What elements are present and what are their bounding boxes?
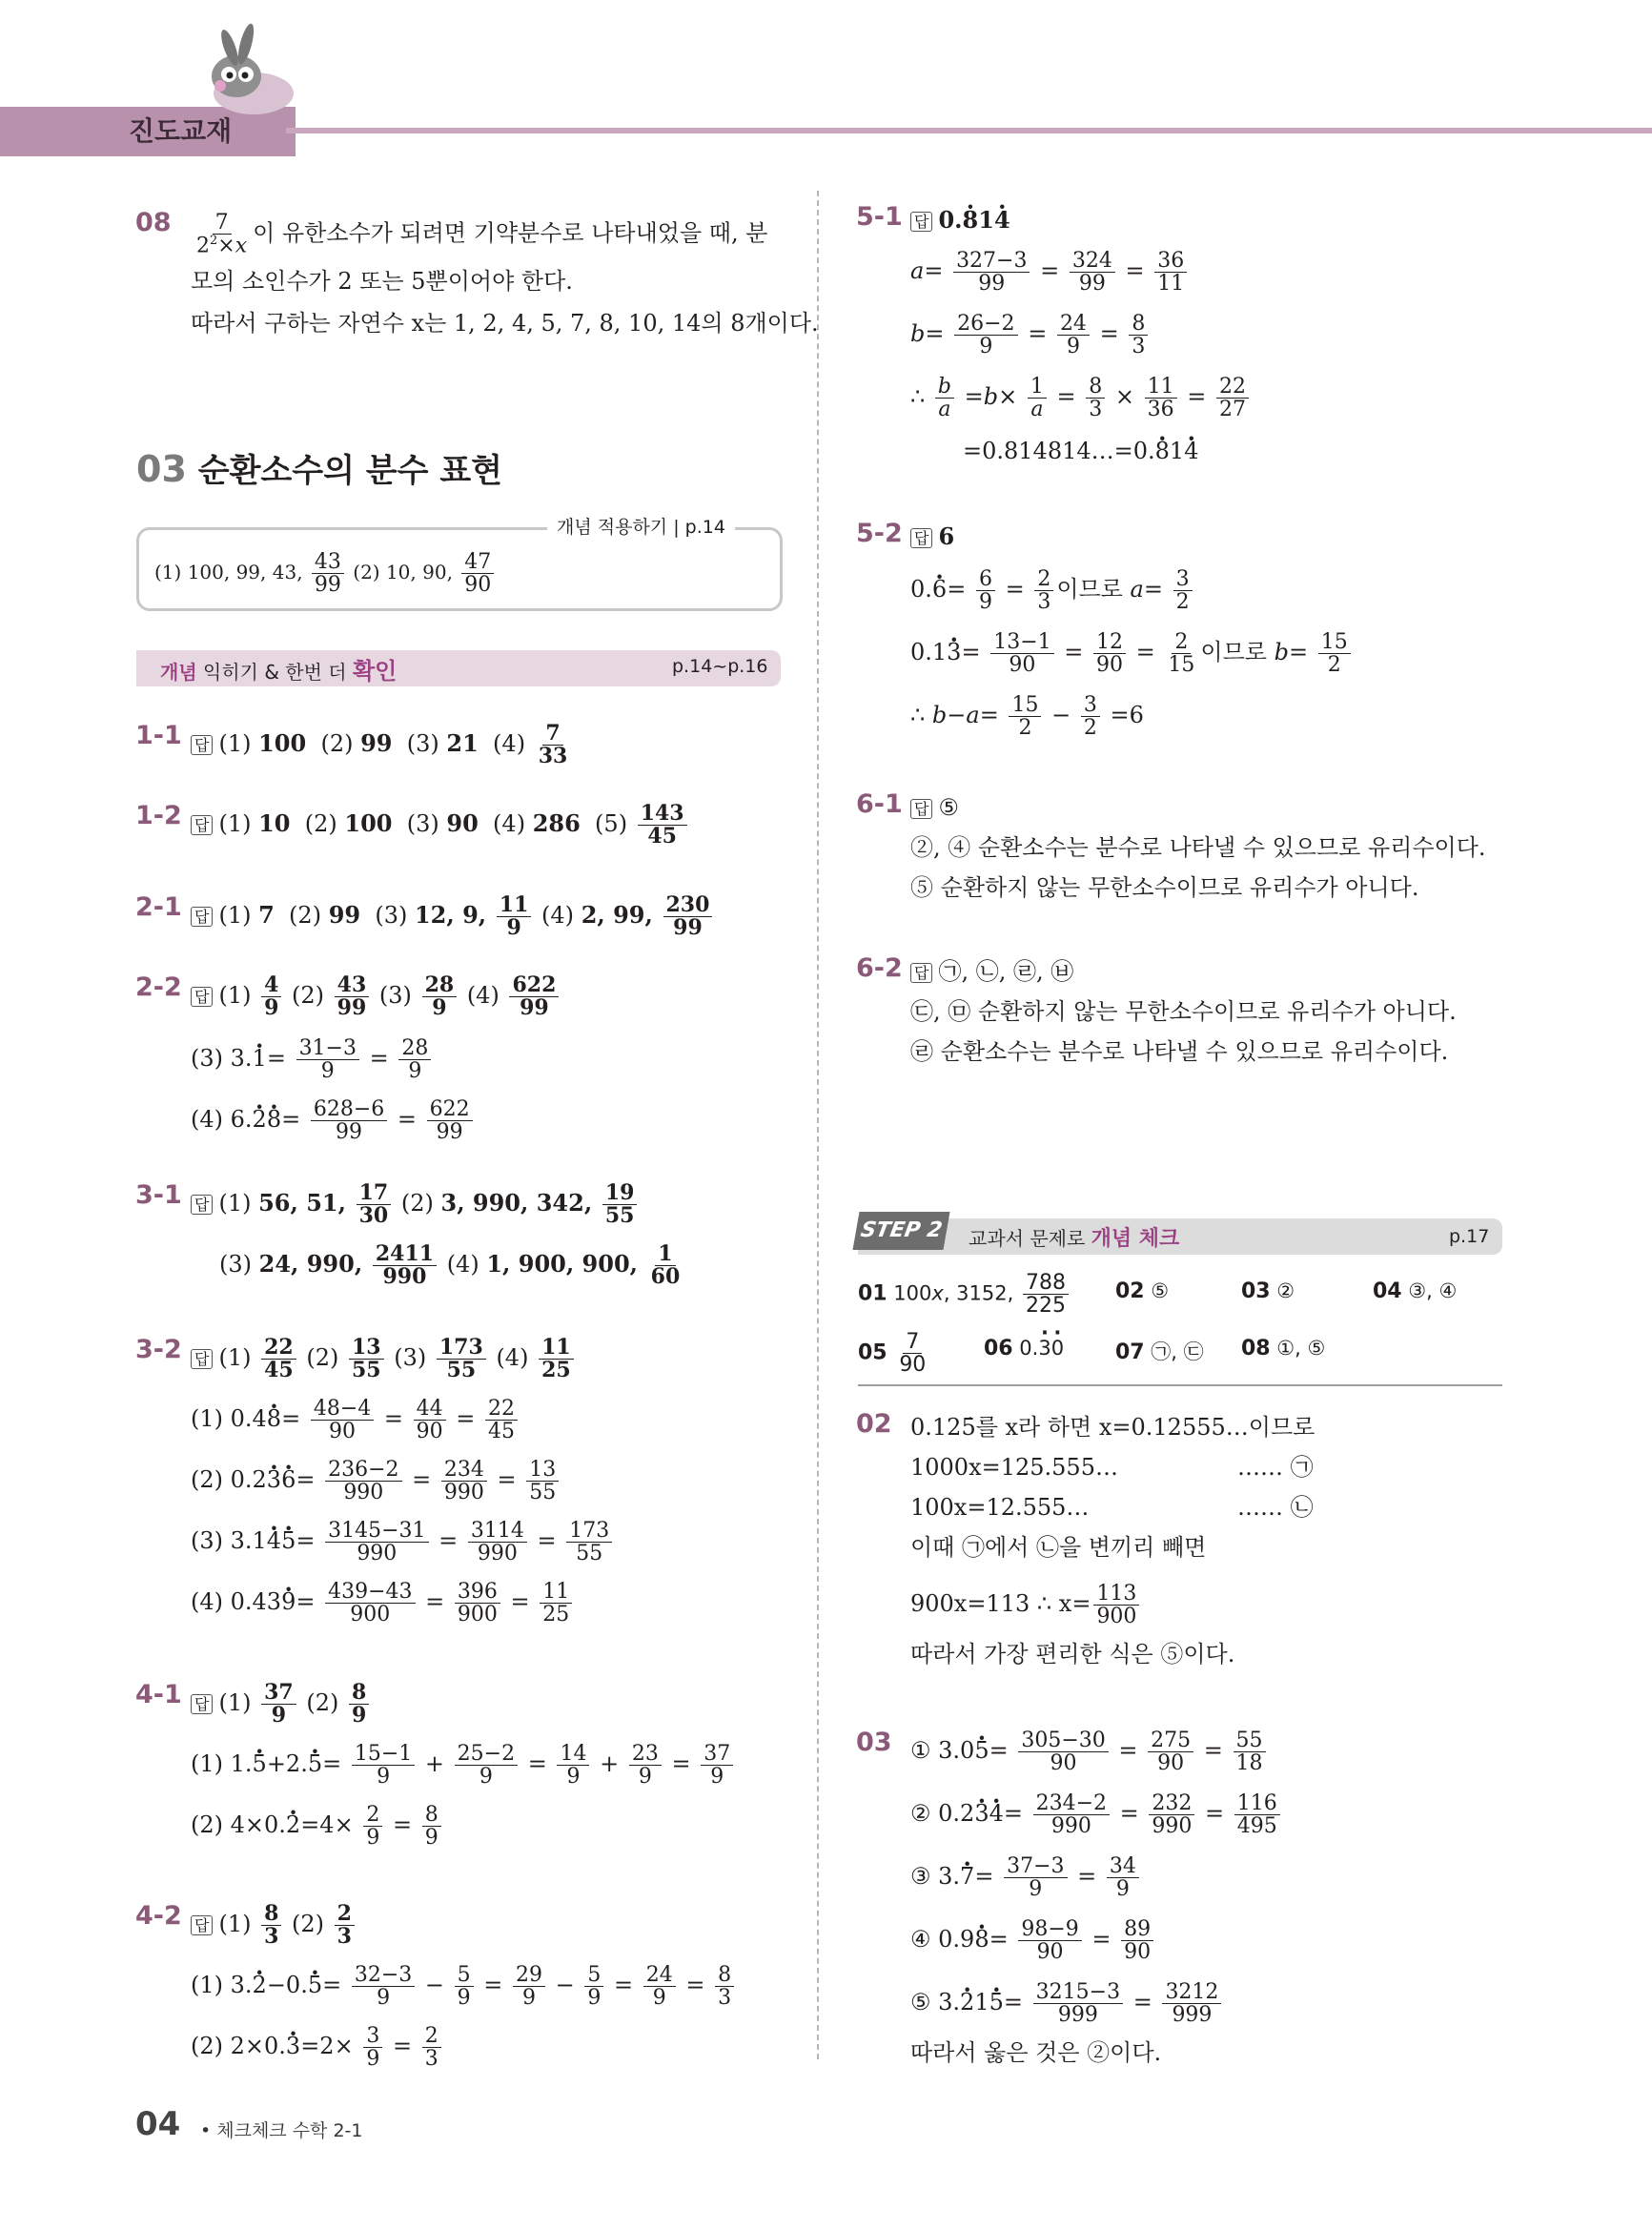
problem-5-1-answer: 답 0.· 81· 4: [910, 204, 1010, 236]
problem-3-1-answer-b: (3) 24, 990, $\frac{2411}{990}$ (4) 1, 900, 900, $\frac{1}{60}$: [219, 1241, 681, 1290]
problem-2-2-work3: (3) 3.· 1= $\frac{31-3}{9}$ = $\frac{28}{9}$: [191, 1037, 434, 1082]
problem-3-2-answer: 답 (1) $\frac{22}{45}$ (2) $\frac{13}{55}$ (3) $\frac{173}{55}$ (4) $\frac{11}{25}$: [191, 1337, 577, 1381]
problem-4-2-number: 4-2: [135, 1901, 182, 1931]
problem-6-2-line1: ㉢, ㉤ 순환하지 않는 무한소수이므로 유리수가 아니다.: [910, 998, 1457, 1025]
problem-4-2-answer: 답 (1) $\frac{8}{3}$ (2) $\frac{2}{3}$: [191, 1903, 357, 1948]
problem-02-line5: 900x=113 ∴ x= $\frac{113}{900}$: [910, 1583, 1142, 1627]
problem-6-1-number: 6-1: [856, 789, 903, 819]
step2-band: [858, 1218, 1502, 1255]
problem-08-line1: $\frac{7}{2^2\times x}$ 이 유한소수가 되려면 기약분수로 나타내었을 때, 분: [196, 211, 768, 258]
problem-3-2-work2: (2) 0.2· 3· 6= $\frac{236-2}{990}$ = $\frac{234}{990}$ = $\frac{13}{55}$: [191, 1459, 561, 1504]
step2-answer-08: 08 ①, ⑤: [1241, 1337, 1326, 1361]
problem-3-1-answer-a: 답 (1) 56, 51, $\frac{17}{30}$ (2) 3, 990, 342, $\frac{19}{55}$: [191, 1182, 640, 1227]
problem-03-conclusion: 따라서 옳은 것은 ②이다.: [910, 2039, 1162, 2066]
problem-02-line2: 1000x=125.555…: [910, 1454, 1118, 1481]
problem-6-2-number: 6-2: [856, 953, 903, 983]
problem-03-choice4: ④ 0.9· 8= $\frac{98-9}{90}$ = $\frac{89}{90}$: [910, 1918, 1156, 1963]
problem-5-1-work-result: =0.814814…=0.· 81· 4: [963, 435, 1198, 467]
problem-03-choice1: ① 3.0· 5= $\frac{305-30}{90}$ = $\frac{275}{90}$ = $\frac{55}{18}$: [910, 1729, 1269, 1774]
step2-answer-02: 02 ⑤: [1115, 1279, 1170, 1303]
concept-box-answer: (1) 100, 99, 43, $\frac{43}{99}$ (2) 10, 90, $\frac{47}{90}$: [154, 551, 497, 596]
step2-answer-04: 04 ③, ④: [1373, 1279, 1458, 1303]
problem-4-1-number: 4-1: [135, 1680, 182, 1709]
problem-5-2-work-result: ∴ b−a= $\frac{15}{2}$ − $\frac{3}{2}$ =6: [910, 693, 1144, 741]
problem-03-choice3: ③ 3.· 7= $\frac{37-3}{9}$ = $\frac{34}{9}$: [910, 1855, 1142, 1900]
step2-answer-03: 03 ②: [1241, 1279, 1295, 1303]
problem-08-number: 08: [135, 208, 172, 237]
step2-title: 교과서 문제로 개념 체크: [969, 1227, 1180, 1251]
problem-02-line1: 0.125̇를 x라 하면 x=0.12555…이므로: [910, 1414, 1315, 1441]
problem-3-1-number: 3-1: [135, 1180, 182, 1210]
problem-3-2-work4: (4) 0.43· 9= $\frac{439-43}{900}$ = $\frac{396}{900}$ = $\frac{11}{25}$: [191, 1581, 575, 1626]
column-divider: [817, 191, 819, 2059]
problem-6-1-line2: ⑤ 순환하지 않는 무한소수이므로 유리수가 아니다.: [910, 874, 1419, 901]
problem-6-1-line1: ②, ④ 순환소수는 분수로 나타낼 수 있으므로 유리수이다.: [910, 834, 1486, 861]
problem-5-2-work-b: 0.1· 3= $\frac{13-1}{90}$ = $\frac{12}{90}$ = $\frac{2}{15}$ 이므로 b= $\frac{15}{2}$: [910, 631, 1354, 676]
page-number: 04: [135, 2105, 181, 2143]
problem-5-1-work-a: a= $\frac{327-3}{99}$ = $\frac{324}{99}$ = $\frac{36}{11}$: [910, 250, 1190, 295]
problem-2-1-answer: 답 (1) 7 (2) 99 (3) 12, 9, $\frac{11}{9}$ (4) 2, 99, $\frac{230}{99}$: [191, 894, 715, 939]
header-rule: [286, 128, 1652, 133]
problem-02-line3: 100x=12.555…: [910, 1494, 1090, 1521]
problem-5-2-number: 5-2: [856, 519, 903, 548]
problem-5-1-work-b: b= $\frac{26-2}{9}$ = $\frac{24}{9}$ = $\frac{8}{3}$: [910, 313, 1151, 358]
book-title: • 체크체크 수학 2-1: [200, 2120, 363, 2141]
header-title: 진도교재: [129, 115, 233, 147]
problem-1-1-number: 1-1: [135, 721, 182, 750]
step2-answer-05: 05 $\frac{7}{90}$: [858, 1330, 927, 1378]
problem-5-1-number: 5-1: [856, 202, 903, 232]
problem-02-number: 02: [856, 1409, 892, 1439]
problem-03-choice5: ⑤ 3.· 21· 5= $\frac{3215-3}{999}$ = $\frac{3212}{999}$: [910, 1981, 1224, 2026]
problem-6-2-answer: 답 ㉠, ㉡, ㉣, ㉥: [910, 955, 1073, 988]
step2-page: p.17: [1449, 1226, 1490, 1247]
problem-5-1-work-ratio: ∴ $\frac{b}{a}$ =b× $\frac{1}{a}$ = $\frac{8}{3}$ × $\frac{11}{36}$ = $\frac{22}{27}$: [910, 376, 1252, 420]
problem-4-1-work2: (2) 4×0.· 2=4× $\frac{2}{9}$ = $\frac{8}{9}$: [191, 1804, 444, 1849]
problem-5-2-work-a: 0.· 6= $\frac{6}{9}$ = $\frac{2}{3}$ 이므로 a= $\frac{3}{2}$: [910, 568, 1195, 613]
problem-6-1-answer: 답 ⑤: [910, 791, 959, 824]
problem-2-1-number: 2-1: [135, 892, 182, 922]
problem-3-2-work1: (1) 0.4· 8= $\frac{48-4}{90}$ = $\frac{44}{90}$ = $\frac{22}{45}$: [191, 1398, 520, 1442]
section-title: 03 순환소수의 분수 표현: [136, 448, 503, 490]
problem-3-2-work3: (3) 3.1· 4· 5= $\frac{3145-31}{990}$ = $\frac{3114}{990}$ = $\frac{173}{55}$: [191, 1520, 615, 1565]
step2-tag: STEP 2: [852, 1212, 949, 1250]
band-title: 개념 익히기 & 한번 더 확인: [160, 658, 398, 685]
problem-4-2-work2: (2) 2×0.· 3=2× $\frac{3}{9}$ = $\frac{2}{3}$: [191, 2025, 444, 2070]
problem-6-2-line2: ㉣ 순환소수는 분수로 나타낼 수 있으므로 유리수이다.: [910, 1038, 1449, 1065]
problem-1-2-number: 1-2: [135, 801, 182, 830]
problem-1-2-answer: 답 (1) 10 (2) 100 (3) 90 (4) 286 (5) $\frac{143}{45}$: [191, 803, 690, 848]
problem-4-2-work1: (1) 3.· 2−0.· 5= $\frac{32-3}{9}$ − $\frac{5}{9}$ = $\frac{29}{9}$ − $\frac{5}{9}$ = $\frac{24}{9}$ = $\frac{8}{3}$: [191, 1964, 737, 2009]
problem-03-choice2: ② 0.2· 3· 4= $\frac{234-2}{990}$ = $\frac{232}{990}$ = $\frac{116}{495}$: [910, 1792, 1283, 1837]
step2-answer-01: 01 100x, 3152, $\frac{788}{225}$: [858, 1272, 1071, 1317]
problem-08-line3: 따라서 구하는 자연수 x는 1, 2, 4, 5, 7, 8, 10, 14의 8개이다.: [191, 310, 819, 337]
step2-answer-06: 06 0.· 3· 0: [984, 1337, 1064, 1361]
problem-4-1-answer: 답 (1) $\frac{37}{9}$ (2) $\frac{8}{9}$: [191, 1682, 372, 1727]
problem-4-1-work1: (1) 1.· 5+2.· 5= $\frac{15-1}{9}$ + $\frac{25-2}{9}$ = $\frac{14}{9}$ + $\frac{23}{9}$ = $\frac{37}{9}$: [191, 1743, 736, 1788]
step2-divider: [858, 1384, 1502, 1386]
rabbit-mascot-icon: [187, 17, 294, 124]
problem-02-line4: 이때 ㉠에서 ㉡을 변끼리 빼면: [910, 1534, 1207, 1561]
concept-box-label: 개념 적용하기 | p.14: [547, 513, 735, 539]
problem-02-line2-mark: …… ㉠: [1237, 1454, 1314, 1481]
problem-08-line2: 모의 소인수가 2 또는 5뿐이어야 한다.: [191, 268, 573, 295]
problem-02-line3-mark: …… ㉡: [1237, 1494, 1314, 1521]
problem-5-2-answer: 답 6: [910, 521, 954, 553]
band-pages: p.14~p.16: [672, 656, 768, 677]
problem-2-2-number: 2-2: [135, 972, 182, 1002]
problem-3-2-number: 3-2: [135, 1335, 182, 1364]
problem-02-line6: 따라서 가장 편리한 식은 ⑤이다.: [910, 1641, 1235, 1667]
problem-2-2-answer: 답 (1) $\frac{4}{9}$ (2) $\frac{43}{99}$ (3) $\frac{28}{9}$ (4) $\frac{622}{99}$: [191, 974, 561, 1019]
problem-1-1-answer: 답 (1) 100 (2) 99 (3) 21 (4) $\frac{7}{33}$: [191, 723, 573, 767]
step2-answer-07: 07 ㉠, ㉢: [1115, 1340, 1204, 1364]
problem-2-2-work4: (4) 6.· 2· 8= $\frac{628-6}{99}$ = $\frac{622}{99}$: [191, 1098, 476, 1143]
problem-03-number: 03: [856, 1728, 892, 1757]
